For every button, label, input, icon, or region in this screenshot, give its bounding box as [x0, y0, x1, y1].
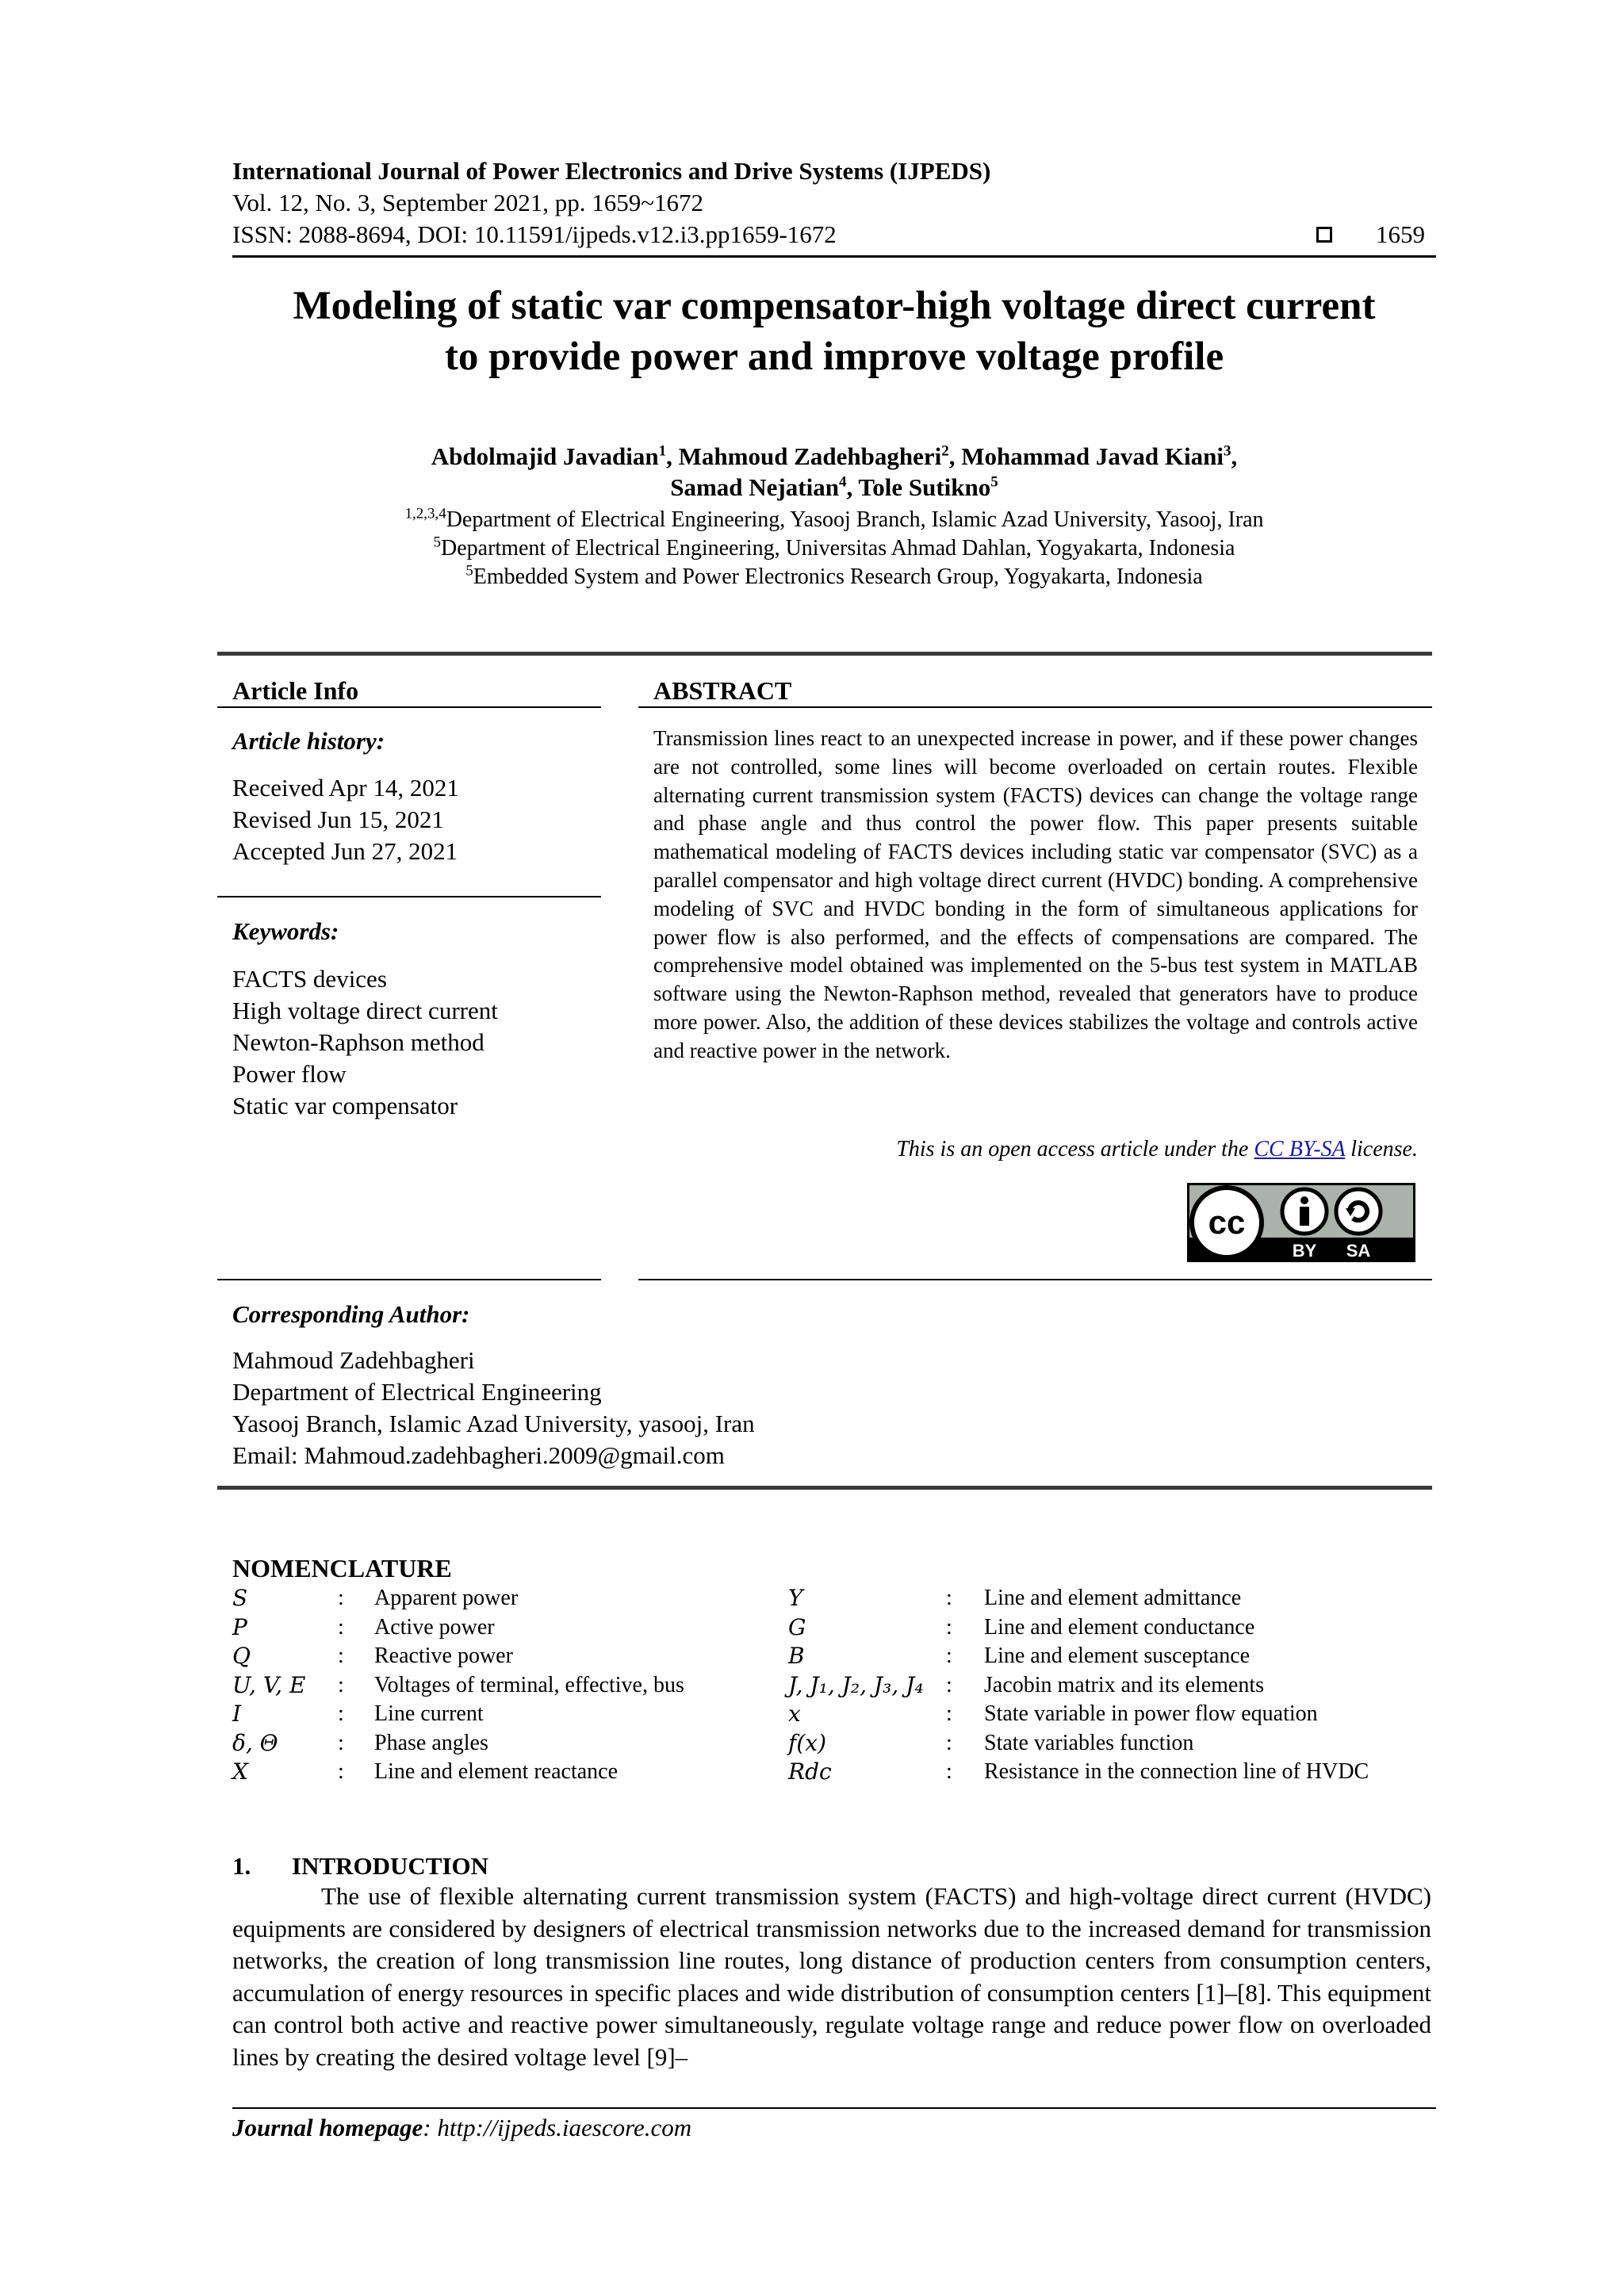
nomenclature-colon: : — [338, 1614, 344, 1640]
homepage-url[interactable]: : http://ijpeds.iaescore.com — [423, 2114, 692, 2141]
nomenclature-colon: : — [946, 1586, 952, 1610]
article-history-label: Article history: — [232, 727, 385, 755]
nomenclature-description: Apparent power — [374, 1586, 519, 1610]
nomenclature-description: Line and element conductance — [984, 1614, 1255, 1640]
affiliation-mark: 1,2,3,4 — [404, 505, 446, 522]
nomenclature-symbol: x — [788, 1701, 801, 1727]
cc-by-sa-link[interactable]: CC BY-SA — [1254, 1137, 1346, 1161]
nomenclature-symbol: B — [788, 1643, 805, 1669]
corresponding-name: Mahmoud Zadehbagheri — [232, 1346, 475, 1374]
keywords-rule — [217, 1279, 601, 1280]
nomenclature-description: Line and element admittance — [984, 1586, 1242, 1610]
nomenclature-colon: : — [338, 1672, 344, 1697]
author-list — [127, 441, 1542, 503]
title-line-1: Modeling of static var compensator-high voltage direct current — [293, 284, 1376, 328]
nomenclature-description: Jacobin matrix and its elements — [984, 1672, 1265, 1697]
title-line-2: to provide power and improve voltage profile — [444, 335, 1224, 379]
corresponding-email[interactable]: Email: Mahmoud.zadehbagheri.2009@gmail.com — [232, 1441, 725, 1469]
infobox-top-rule — [217, 652, 1432, 656]
affiliation-mark: 5 — [465, 562, 473, 580]
accepted-date: Accepted Jun 27, 2021 — [232, 837, 458, 865]
introduction-body — [232, 1881, 1431, 2074]
nomenclature-colon: : — [946, 1672, 952, 1697]
author-name: Tole Sutikno — [858, 473, 991, 501]
nomenclature-symbol: U, V, E — [232, 1671, 306, 1698]
nomenclature-symbol: P — [232, 1613, 247, 1640]
nomenclature-description: Active power — [374, 1614, 495, 1640]
affiliation-text: Embedded System and Power Electronics Research Group, Yogyakarta, Indonesia — [473, 564, 1203, 589]
author-name: Mohammad Javad Kiani — [961, 442, 1224, 470]
abstract-paragraph: Transmission lines react to an unexpected increase in power, and if these power changes are not controlled, some lines will become overloaded on certain routes. Flexible alternating current transmission system (FACTS) devices can change the voltage range and phase angle and thus control the power flow. This paper presents suitable mathematical modeling of FACTS devices including static var compensator (SVC) as a parallel compensator and high voltage direct current (HVDC) bonding. A comprehensive modeling of SVC and HVDC bonding in the form of simultaneous applications for power flow is also performed, and the effects of compensations are compared. The comprehensive model obtained was implemented on the 5-bus test system in MATLAB software using the Newton-Raphson method, revealed that generators have to produce more power. Also, the addition of these devices stabilizes the voltage and controls active and reactive power in the network. — [653, 726, 1418, 1062]
introduction-paragraph: The use of flexible alternating current transmission system (FACTS) and high-voltage direct current (HVDC) equipments are considered by designers of electrical transmission networks due to the increased demand for transmission networks, the creation of long transmission line routes, long distance of production centers from consumption centers, accumulation of energy resources in specific places and wide distribution of consumption centers [1]–[8]. This equipment can control both active and reactive power simultaneously, regulate voltage range and reduce power flow on overloaded lines by creating the desired voltage level [9]– — [232, 1882, 1431, 2071]
share-alike-icon — [1336, 1189, 1381, 1234]
affiliation-mark: 5 — [433, 534, 441, 551]
nomenclature-colon: : — [338, 1586, 344, 1610]
nomenclature-description: Line current — [374, 1701, 484, 1726]
nomenclature-symbol: I — [232, 1701, 242, 1727]
author-name: Abdolmajid Javadian — [431, 442, 659, 470]
nomenclature-colon: : — [338, 1759, 344, 1784]
abstract-rule — [638, 706, 1432, 708]
article-info-heading: Article Info — [232, 676, 359, 705]
keywords-label: Keywords: — [232, 917, 339, 945]
authors-line-2: Samad Nejatian$^4$, Tole Sutikno$^5$ — [670, 473, 998, 501]
infobox-bottom-rule — [217, 1486, 1432, 1490]
journal-volume: Vol. 12, No. 3, September 2021, pp. 1659~1672 — [232, 189, 703, 216]
cc-by-sa-badge[interactable] — [1187, 1183, 1415, 1262]
history-rule — [217, 896, 601, 897]
nomenclature-symbol: Q — [232, 1643, 251, 1669]
nomenclature-colon: : — [946, 1644, 952, 1668]
nomenclature-heading: NOMENCLATURE — [232, 1554, 452, 1582]
open-access-note — [653, 1135, 1418, 1164]
keyword: Newton-Raphson method — [232, 1028, 485, 1056]
nomenclature-colon: : — [946, 1701, 952, 1726]
nomenclature-symbol: J, J₁, J₂, J₃, J₄ — [788, 1671, 924, 1698]
corresponding-author-label: Corresponding Author: — [232, 1300, 470, 1328]
article-info-rule — [217, 706, 601, 708]
section-title: INTRODUCTION — [292, 1852, 489, 1880]
journal-name: International Journal of Power Electronics and Drive Systems (IJPEDS) — [232, 157, 991, 185]
abstract-bottom-rule — [638, 1279, 1432, 1280]
nomenclature-colon: : — [946, 1730, 952, 1755]
introduction-heading — [232, 1850, 488, 1882]
keyword: FACTS devices — [232, 965, 387, 993]
keyword: High voltage direct current — [232, 997, 498, 1024]
nomenclature-symbol: X — [232, 1758, 248, 1785]
author-name: Samad Nejatian — [670, 473, 839, 501]
affiliation-text: Department of Electrical Engineering, Universitas Ahmad Dahlan, Yogyakarta, Indonesia — [441, 536, 1235, 561]
nomenclature-description: Line and element reactance — [374, 1759, 619, 1784]
page-number: 1659 — [1376, 220, 1425, 248]
nomenclature-symbol: S — [232, 1585, 248, 1611]
checkbox-icon — [1316, 219, 1332, 251]
corresponding-institution: Yasooj Branch, Islamic Azad University, yasooj, Iran — [232, 1410, 755, 1437]
homepage-label: Journal homepage — [232, 2114, 423, 2141]
oa-prefix: This is an open access article under the — [896, 1137, 1254, 1161]
nomenclature-description: Voltages of terminal, effective, bus — [374, 1672, 684, 1697]
nomenclature-description: State variable in power flow equation — [984, 1701, 1318, 1726]
nomenclature-colon: : — [338, 1730, 344, 1755]
section-number: 1. — [232, 1852, 251, 1880]
nomenclature-symbol: Y — [788, 1585, 803, 1611]
abstract-heading: ABSTRACT — [653, 676, 792, 705]
nomenclature-colon: : — [338, 1701, 344, 1726]
affiliation — [127, 534, 1542, 563]
footer-rule — [232, 2107, 1436, 2109]
nomenclature-symbol: f(x) — [788, 1729, 827, 1756]
nomenclature-colon: : — [338, 1644, 344, 1668]
authors-line-1: Abdolmajid Javadian$^1$, Mahmoud Zadehbagheri$^2$, Mohammad Javad Kiani$^3$, — [431, 442, 1238, 470]
nomenclature-symbol: Rdc — [788, 1758, 832, 1785]
journal-issn-doi: ISSN: 2088-8694, DOI: 10.11591/ijpeds.v12.i3.pp1659-1672 — [232, 220, 837, 248]
abstract-body — [653, 725, 1418, 1066]
journal-homepage — [232, 2112, 691, 2144]
keyword: Static var compensator — [232, 1092, 458, 1119]
received-date: Received Apr 14, 2021 — [232, 774, 459, 802]
author-affiliation-mark: 5 — [990, 473, 998, 491]
nomenclature-description: Reactive power — [374, 1644, 513, 1668]
nomenclature-symbol: G — [788, 1613, 806, 1640]
affiliation — [127, 506, 1542, 534]
nomenclature-description: Phase angles — [374, 1730, 488, 1755]
author-affiliation-mark: 2 — [941, 442, 949, 460]
revised-date: Revised Jun 15, 2021 — [232, 806, 444, 833]
nomenclature-description: Line and element susceptance — [984, 1644, 1251, 1668]
author-affiliation-mark: 3 — [1223, 442, 1231, 460]
corresponding-dept: Department of Electrical Engineering — [232, 1378, 602, 1406]
by-label: BY — [1292, 1241, 1317, 1261]
oa-suffix: license. — [1345, 1137, 1418, 1161]
nomenclature-colon: : — [946, 1614, 952, 1640]
affiliation — [127, 563, 1542, 591]
cc-logo-text: cc — [1208, 1203, 1246, 1241]
header-rule — [232, 255, 1436, 258]
author-affiliation-mark: 4 — [838, 473, 847, 491]
nomenclature-description: State variables function — [984, 1730, 1194, 1755]
keyword: Power flow — [232, 1060, 347, 1088]
sa-label: SA — [1346, 1241, 1371, 1261]
author-name: Mahmoud Zadehbagheri — [678, 442, 942, 470]
author-affiliation-mark: 1 — [658, 442, 667, 460]
nomenclature-description: Resistance in the connection line of HVDC — [984, 1759, 1369, 1784]
nomenclature-colon: : — [946, 1759, 952, 1784]
affiliation-text: Department of Electrical Engineering, Yasooj Branch, Islamic Azad University, Yasooj, Iran — [446, 507, 1264, 532]
paper-title — [127, 281, 1542, 382]
nomenclature-symbol: δ, Θ — [232, 1729, 278, 1756]
